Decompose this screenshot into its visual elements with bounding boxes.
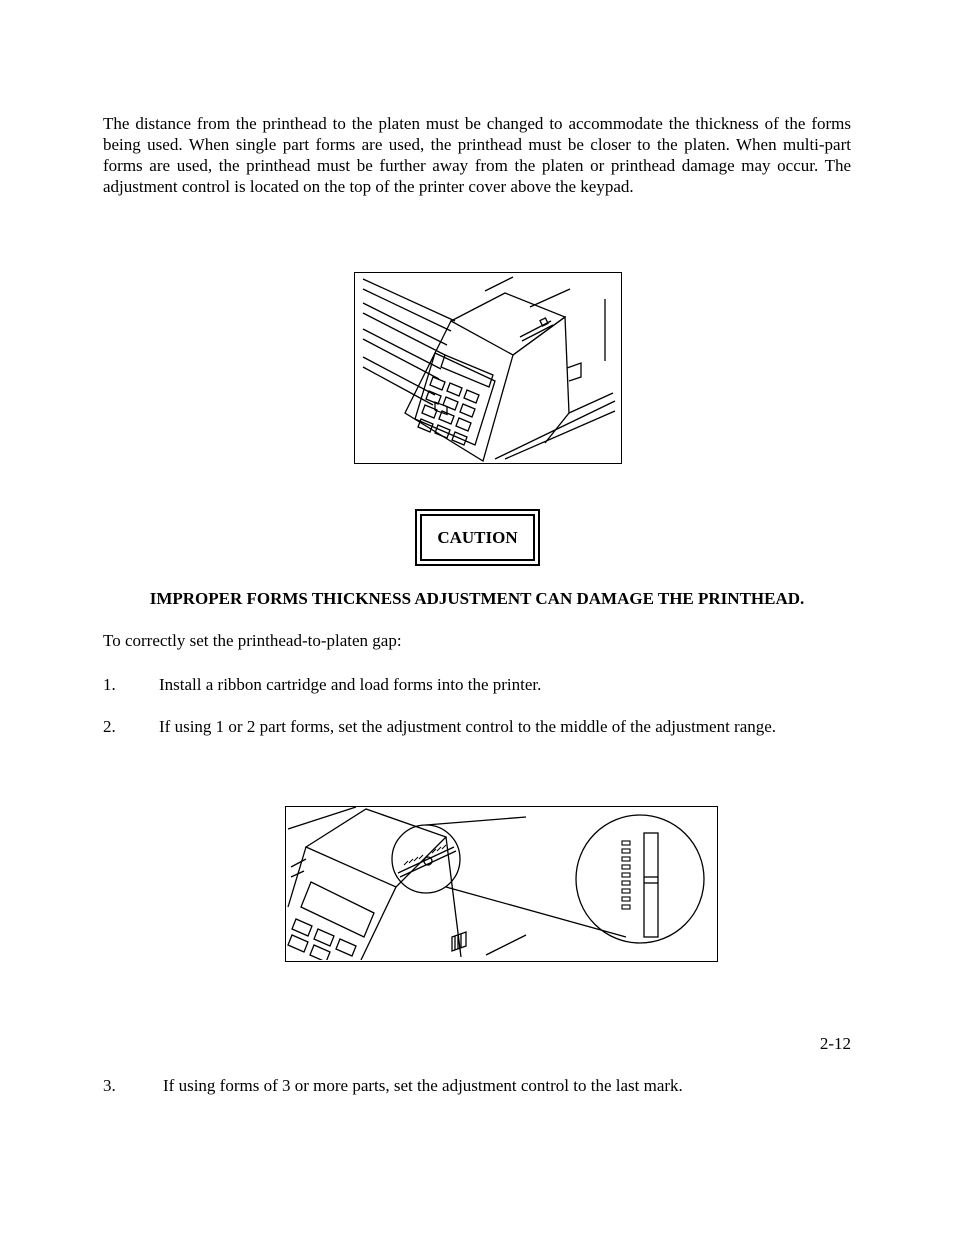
caution-label: CAUTION xyxy=(420,514,535,561)
adjustment-control-illustration xyxy=(285,806,718,962)
step-text: If using forms of 3 or more parts, set the adjustment control to the last mark. xyxy=(163,1076,683,1095)
warning-text: IMPROPER FORMS THICKNESS ADJUSTMENT CAN DAMAGE THE PRINTHEAD. xyxy=(149,589,805,608)
step-text: Install a ribbon cartridge and load forms into the printer. xyxy=(159,675,542,694)
step-number: 2. xyxy=(103,717,116,736)
page-number: 2-12 xyxy=(819,1034,851,1053)
caution-box xyxy=(415,509,540,566)
step-number: 1. xyxy=(103,675,116,694)
step-text: If using 1 or 2 part forms, set the adjustment control to the middle of the adjustment range. xyxy=(159,717,777,736)
printer-cover-illustration xyxy=(354,272,622,464)
step-number: 3. xyxy=(103,1076,116,1095)
intro-paragraph: The distance from the printhead to the platen must be changed to accommodate the thickness of the forms being used. When single part forms are used, the printhead must be closer to the platen. When multi-part forms are used, the printhead must be further away from the platen or printhead damage may occur. The adjustment control is located on the top of the printer cover above the keypad. xyxy=(103,114,851,196)
instructions-lead: To correctly set the printhead-to-platen gap: xyxy=(103,631,402,650)
